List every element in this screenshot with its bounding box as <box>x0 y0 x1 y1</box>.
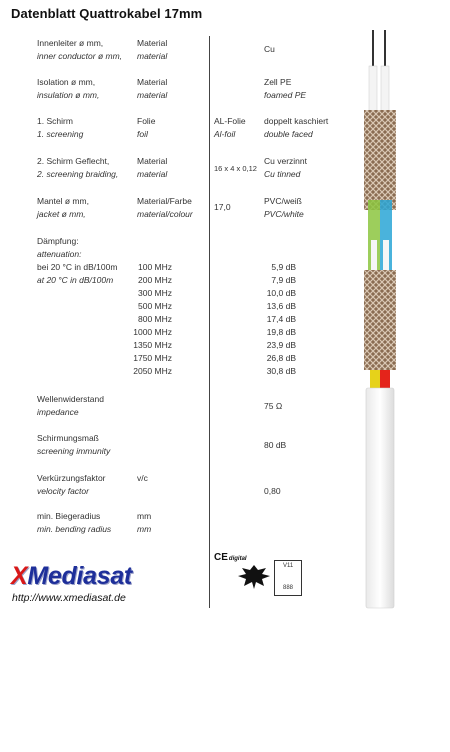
screen2-material-en: material <box>137 169 168 179</box>
attenuation-freq: 200 MHz <box>137 275 172 285</box>
jacket-value-en: PVC/white <box>264 209 304 219</box>
velocity-label-en: velocity factor <box>37 486 89 496</box>
velocity-label-de: Verkürzungsfaktor <box>37 473 106 483</box>
inner-value: Cu <box>264 44 275 54</box>
attenuation-freq: 1750 MHz <box>133 353 172 363</box>
attenuation-freq: 100 MHz <box>137 262 172 272</box>
ce-label: CE <box>214 552 228 563</box>
website-url: http://www.xmediasat.de <box>12 592 126 604</box>
cable-illustration <box>340 30 450 620</box>
vde-mark <box>274 560 302 596</box>
attenuation-freq: 500 MHz <box>137 301 172 311</box>
screen1-value-en: double faced <box>264 129 313 139</box>
digital-label: digital <box>228 556 247 562</box>
impedance-value: 75 Ω <box>264 401 283 411</box>
screening-label-en: screening immunity <box>37 446 111 456</box>
impedance-label-en: impedance <box>37 407 79 417</box>
page-title: Datenblatt Quattrokabel 17mm <box>11 6 203 21</box>
jacket-label-de: Mantel ø mm, <box>37 196 89 206</box>
screen1-label-de: 1. Schirm <box>37 116 73 126</box>
screen2-dim: 16 x 4 x 0,12 <box>214 164 257 173</box>
screen2-value-de: Cu verzinnt <box>264 156 307 166</box>
attenuation-condition-de: bei 20 °C in dB/100m <box>37 262 118 272</box>
attenuation-label-en: attenuation: <box>37 249 82 259</box>
vde-bottom: 888 <box>283 585 294 591</box>
screening-value: 80 dB <box>264 440 287 450</box>
screen2-material-de: Material <box>137 156 168 166</box>
braid-lower <box>364 270 396 370</box>
screen1-label-en: 1. screening <box>37 129 84 139</box>
eagle-seal-icon <box>234 562 274 592</box>
impedance-label-de: Wellenwiderstand <box>37 394 104 404</box>
inner-material-de: Material <box>137 38 168 48</box>
logo-x: X <box>11 562 28 590</box>
screen1-material-en: foil <box>137 129 148 139</box>
attenuation-db: 26,8 dB <box>266 353 296 363</box>
column-divider <box>209 36 210 608</box>
bending-label-de: min. Biegeradius <box>37 511 101 521</box>
vde-top: V11 <box>283 563 294 569</box>
attenuation-freq: 800 MHz <box>137 314 172 324</box>
screen2-label-de: 2. Schirm Geflecht, <box>37 156 110 166</box>
xmediasat-logo <box>11 562 132 591</box>
insulation-material-en: material <box>137 90 168 100</box>
conductor-left <box>372 30 374 70</box>
velocity-value: 0,80 <box>264 486 281 496</box>
screening-label-de: Schirmungsmaß <box>37 433 99 443</box>
yellow-core <box>370 370 380 390</box>
attenuation-db: 5,9 dB <box>271 262 296 272</box>
attenuation-condition-en: at 20 °C in dB/100m <box>37 275 114 285</box>
attenuation-label-de: Dämpfung: <box>37 236 79 246</box>
jacket-material-en: material/colour <box>137 209 193 219</box>
outer-jacket <box>366 388 394 608</box>
red-core <box>380 370 390 390</box>
attenuation-db: 10,0 dB <box>266 288 296 298</box>
attenuation-freq: 1000 MHz <box>133 327 172 337</box>
braid-upper <box>364 110 396 210</box>
jacket-label-en: jacket ø mm, <box>37 209 86 219</box>
attenuation-db: 19,8 dB <box>266 327 296 337</box>
bending-unit-de: mm <box>137 511 152 521</box>
insulation-value-en: foamed PE <box>264 90 307 100</box>
jacket-material-de: Material/Farbe <box>137 196 192 206</box>
inner-label-de: Innenleiter ø mm, <box>37 38 104 48</box>
jacket-value-de: PVC/weiß <box>264 196 302 206</box>
screen1-dim-en: Al-foil <box>214 129 236 139</box>
jacket-dim: 17,0 <box>214 202 231 212</box>
inner-label-en: inner conductor ø mm, <box>37 51 123 61</box>
conductor-right <box>384 30 386 70</box>
inner-material-en: material <box>137 51 168 61</box>
attenuation-db: 13,6 dB <box>266 301 296 311</box>
bending-unit-en: mm <box>137 524 152 534</box>
screen1-dim-de: AL-Folie <box>214 116 246 126</box>
screen1-material-de: Folie <box>137 116 156 126</box>
attenuation-freq: 300 MHz <box>137 288 172 298</box>
bending-label-en: min. bending radius <box>37 524 112 534</box>
logo-text: Mediasat <box>27 562 132 590</box>
attenuation-db: 17,4 dB <box>266 314 296 324</box>
screen1-value-de: doppelt kaschiert <box>264 116 329 126</box>
screen2-label-en: 2. screening braiding, <box>37 169 119 179</box>
attenuation-db: 7,9 dB <box>271 275 296 285</box>
insulation-label-en: insulation ø mm, <box>37 90 100 100</box>
attenuation-db: 23,9 dB <box>266 340 296 350</box>
attenuation-freq: 1350 MHz <box>133 340 172 350</box>
insulation-value-de: Zell PE <box>264 77 292 87</box>
attenuation-freq: 2050 MHz <box>133 366 172 376</box>
attenuation-db: 30,8 dB <box>266 366 296 376</box>
insulation-material-de: Material <box>137 77 168 87</box>
insulation-label-de: Isolation ø mm, <box>37 77 96 87</box>
velocity-unit: v/c <box>137 473 148 483</box>
screen2-value-en: Cu tinned <box>264 169 301 179</box>
